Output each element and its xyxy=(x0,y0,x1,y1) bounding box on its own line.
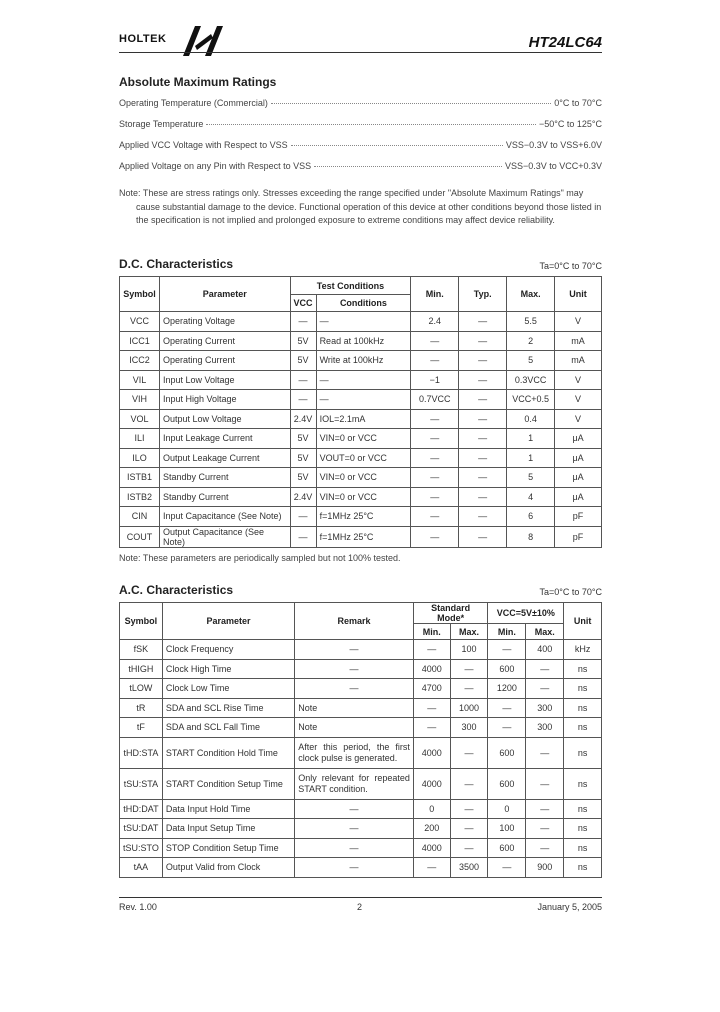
cell-std-min: 200 xyxy=(413,819,450,839)
cell-unit: ns xyxy=(564,718,602,738)
table-row xyxy=(120,659,602,679)
cell-parameter: Clock Low Time xyxy=(162,679,294,699)
cell-vcc5-min: 600 xyxy=(488,768,526,799)
cell-conditions: f=1MHz 25°C xyxy=(316,526,411,547)
part-number: HT24LC64 xyxy=(528,34,602,51)
cell-typ: — xyxy=(459,312,507,332)
cell-remark: — xyxy=(295,819,414,839)
cell-parameter: Standby Current xyxy=(159,487,290,507)
col-unit: Unit xyxy=(564,603,602,640)
cell-unit: μA xyxy=(555,468,602,488)
cell-symbol: ICC2 xyxy=(120,351,160,371)
cell-conditions: VIN=0 or VCC xyxy=(316,487,411,507)
cell-max: 8 xyxy=(507,526,555,547)
table-row xyxy=(120,351,602,371)
cell-remark: Note xyxy=(295,698,414,718)
cell-vcc: 5V xyxy=(290,468,316,488)
cell-parameter: Data Input Setup Time xyxy=(162,819,294,839)
footer-revision: Rev. 1.00 xyxy=(119,902,157,912)
cell-conditions: VOUT=0 or VCC xyxy=(316,448,411,468)
table-row xyxy=(120,312,602,332)
col-max: Max. xyxy=(526,624,564,640)
table-row xyxy=(120,737,602,768)
ac-table-body xyxy=(120,640,602,878)
cell-typ: — xyxy=(459,526,507,547)
cell-min: — xyxy=(411,409,459,429)
dc-table xyxy=(119,276,602,548)
cell-max: 5 xyxy=(507,468,555,488)
cell-parameter: Operating Voltage xyxy=(159,312,290,332)
footer-page-number: 2 xyxy=(357,902,363,912)
cell-min: — xyxy=(411,468,459,488)
cell-typ: — xyxy=(459,370,507,390)
cell-symbol: tHD:DAT xyxy=(120,799,163,819)
cell-unit: ns xyxy=(564,679,602,699)
col-symbol: Symbol xyxy=(120,277,160,312)
cell-typ: — xyxy=(459,448,507,468)
cell-std-min: — xyxy=(413,858,450,878)
cell-parameter: Clock High Time xyxy=(162,659,294,679)
table-row xyxy=(120,640,602,660)
cell-parameter: STOP Condition Setup Time xyxy=(162,838,294,858)
cell-std-min: 0 xyxy=(413,799,450,819)
cell-vcc: — xyxy=(290,507,316,527)
col-max: Max. xyxy=(450,624,488,640)
cell-vcc5-min: — xyxy=(488,858,526,878)
cell-typ: — xyxy=(459,468,507,488)
cell-min: — xyxy=(411,351,459,371)
cell-vcc5-max: — xyxy=(526,819,564,839)
cell-vcc: — xyxy=(290,370,316,390)
note-prefix: Note: xyxy=(119,188,143,198)
cell-min: — xyxy=(411,429,459,449)
cell-unit: μA xyxy=(555,448,602,468)
cell-typ: — xyxy=(459,351,507,371)
ac-table xyxy=(119,602,602,878)
cell-symbol: ISTB2 xyxy=(120,487,160,507)
cell-parameter: Output Leakage Current xyxy=(159,448,290,468)
ac-temp-condition: Ta=0°C to 70°C xyxy=(539,587,602,597)
table-row xyxy=(120,409,602,429)
note-rest: cause substantial damage to the device. Functional operation of this device at other conditions beyond those listed in the specification is not implied and prolonged exposure to extreme conditions may affect device reliability. xyxy=(136,201,602,226)
leader-dots xyxy=(271,103,551,104)
cell-max: 5 xyxy=(507,351,555,371)
cell-typ: — xyxy=(459,331,507,351)
cell-conditions: Write at 100kHz xyxy=(316,351,411,371)
cell-parameter: SDA and SCL Fall Time xyxy=(162,718,294,738)
cell-std-max: — xyxy=(450,679,488,699)
cell-parameter: Operating Current xyxy=(159,351,290,371)
table-row xyxy=(120,468,602,488)
cell-unit: V xyxy=(555,409,602,429)
col-min: Min. xyxy=(488,624,526,640)
cell-remark: After this period, the first clock pulse is generated. xyxy=(295,737,414,768)
cell-remark: — xyxy=(295,799,414,819)
table-row xyxy=(120,370,602,390)
cell-symbol: VIL xyxy=(120,370,160,390)
abs-max-row xyxy=(119,98,602,108)
logo-text: HOLTEK xyxy=(119,33,167,45)
cell-std-max: — xyxy=(450,659,488,679)
cell-unit: ns xyxy=(564,768,602,799)
abs-max-value: VSS−0.3V to VCC+0.3V xyxy=(504,161,602,171)
note-line1: These are stress ratings only. Stresses exceeding the range specified under "Absolute Maximum Ratings" may xyxy=(142,188,584,198)
table-row xyxy=(120,526,602,547)
cell-vcc: 5V xyxy=(290,429,316,449)
table-row xyxy=(120,487,602,507)
cell-parameter: Output Valid from Clock xyxy=(162,858,294,878)
cell-conditions: — xyxy=(316,370,411,390)
cell-std-min: — xyxy=(413,718,450,738)
cell-symbol: VOL xyxy=(120,409,160,429)
cell-std-min: 4000 xyxy=(413,659,450,679)
cell-parameter: START Condition Setup Time xyxy=(162,768,294,799)
cell-conditions: VIN=0 or VCC xyxy=(316,429,411,449)
table-row xyxy=(120,768,602,799)
cell-typ: — xyxy=(459,409,507,429)
cell-vcc5-min: — xyxy=(488,698,526,718)
abs-max-label: Storage Temperature xyxy=(119,119,204,129)
cell-unit: pF xyxy=(555,526,602,547)
table-row xyxy=(120,858,602,878)
cell-remark: Only relevant for repeated START condition. xyxy=(295,768,414,799)
cell-remark: — xyxy=(295,640,414,660)
cell-parameter: Operating Current xyxy=(159,331,290,351)
cell-vcc5-max: 900 xyxy=(526,858,564,878)
col-min: Min. xyxy=(413,624,450,640)
cell-parameter: Output Capacitance (See Note) xyxy=(159,526,290,547)
cell-unit: kHz xyxy=(564,640,602,660)
col-test-conditions: Test Conditions xyxy=(290,277,411,295)
cell-parameter: Input Capacitance (See Note) xyxy=(159,507,290,527)
cell-symbol: ISTB1 xyxy=(120,468,160,488)
cell-remark: — xyxy=(295,659,414,679)
table-row xyxy=(120,429,602,449)
cell-symbol: ILI xyxy=(120,429,160,449)
cell-max: 1 xyxy=(507,429,555,449)
cell-vcc5-min: 600 xyxy=(488,838,526,858)
cell-vcc5-max: — xyxy=(526,659,564,679)
cell-symbol: tLOW xyxy=(120,679,163,699)
cell-vcc5-min: — xyxy=(488,640,526,660)
cell-std-max: — xyxy=(450,799,488,819)
cell-vcc5-min: 1200 xyxy=(488,679,526,699)
cell-unit: ns xyxy=(564,838,602,858)
cell-remark: Note xyxy=(295,718,414,738)
cell-symbol: tHIGH xyxy=(120,659,163,679)
cell-min: 2.4 xyxy=(411,312,459,332)
abs-max-value: 0°C to 70°C xyxy=(554,98,602,108)
cell-std-max: — xyxy=(450,737,488,768)
cell-parameter: Data Input Hold Time xyxy=(162,799,294,819)
cell-max: 4 xyxy=(507,487,555,507)
table-row xyxy=(120,331,602,351)
cell-symbol: COUT xyxy=(120,526,160,547)
cell-vcc5-min: — xyxy=(488,718,526,738)
cell-conditions: IOL=2.1mA xyxy=(316,409,411,429)
cell-parameter: Input Leakage Current xyxy=(159,429,290,449)
abs-max-title: Absolute Maximum Ratings xyxy=(119,75,277,89)
cell-std-min: — xyxy=(413,640,450,660)
cell-min: — xyxy=(411,487,459,507)
cell-symbol: fSK xyxy=(120,640,163,660)
cell-max: VCC+0.5 xyxy=(507,390,555,410)
cell-std-min: 4000 xyxy=(413,838,450,858)
cell-std-max: 3500 xyxy=(450,858,488,878)
cell-vcc5-min: 600 xyxy=(488,659,526,679)
cell-std-min: — xyxy=(413,698,450,718)
cell-vcc: — xyxy=(290,390,316,410)
cell-vcc5-min: 600 xyxy=(488,737,526,768)
cell-vcc5-min: 100 xyxy=(488,819,526,839)
cell-vcc5-max: — xyxy=(526,799,564,819)
cell-std-max: 100 xyxy=(450,640,488,660)
cell-max: 5.5 xyxy=(507,312,555,332)
cell-unit: V xyxy=(555,312,602,332)
cell-symbol: tSU:STA xyxy=(120,768,163,799)
cell-parameter: Input High Voltage xyxy=(159,390,290,410)
cell-remark: — xyxy=(295,679,414,699)
cell-symbol: tF xyxy=(120,718,163,738)
cell-symbol: tSU:DAT xyxy=(120,819,163,839)
header-rule xyxy=(119,52,602,53)
cell-min: — xyxy=(411,331,459,351)
col-max: Max. xyxy=(507,277,555,312)
cell-vcc: — xyxy=(290,312,316,332)
col-parameter: Parameter xyxy=(162,603,294,640)
cell-symbol: CIN xyxy=(120,507,160,527)
cell-parameter: Output Low Voltage xyxy=(159,409,290,429)
col-parameter: Parameter xyxy=(159,277,290,312)
cell-min: — xyxy=(411,526,459,547)
cell-unit: ns xyxy=(564,819,602,839)
abs-max-row xyxy=(119,161,602,171)
cell-max: 0.4 xyxy=(507,409,555,429)
leader-dots xyxy=(291,145,503,146)
cell-std-min: 4700 xyxy=(413,679,450,699)
cell-vcc: 2.4V xyxy=(290,409,316,429)
col-min: Min. xyxy=(411,277,459,312)
cell-symbol: ILO xyxy=(120,448,160,468)
table-row xyxy=(120,799,602,819)
cell-vcc5-max: — xyxy=(526,679,564,699)
cell-max: 2 xyxy=(507,331,555,351)
abs-max-label: Applied Voltage on any Pin with Respect to VSS xyxy=(119,161,312,171)
cell-unit: mA xyxy=(555,351,602,371)
cell-symbol: tHD:STA xyxy=(120,737,163,768)
cell-std-min: 4000 xyxy=(413,737,450,768)
cell-remark: — xyxy=(295,858,414,878)
dc-note: Note: These parameters are periodically sampled but not 100% tested. xyxy=(119,553,401,563)
cell-vcc: — xyxy=(290,526,316,547)
cell-parameter: START Condition Hold Time xyxy=(162,737,294,768)
cell-typ: — xyxy=(459,390,507,410)
cell-max: 6 xyxy=(507,507,555,527)
cell-unit: ns xyxy=(564,659,602,679)
table-row xyxy=(120,390,602,410)
col-conditions: Conditions xyxy=(316,295,411,312)
cell-min: — xyxy=(411,507,459,527)
cell-vcc5-max: — xyxy=(526,768,564,799)
cell-vcc: 2.4V xyxy=(290,487,316,507)
table-row xyxy=(120,718,602,738)
cell-conditions: f=1MHz 25°C xyxy=(316,507,411,527)
cell-unit: ns xyxy=(564,737,602,768)
cell-max: 0.3VCC xyxy=(507,370,555,390)
cell-parameter: Clock Frequency xyxy=(162,640,294,660)
cell-vcc5-max: 400 xyxy=(526,640,564,660)
table-row xyxy=(120,698,602,718)
cell-unit: V xyxy=(555,370,602,390)
abs-max-label: Applied VCC Voltage with Respect to VSS xyxy=(119,140,288,150)
cell-unit: mA xyxy=(555,331,602,351)
cell-typ: — xyxy=(459,429,507,449)
cell-min: — xyxy=(411,448,459,468)
footer-date: January 5, 2005 xyxy=(537,902,602,912)
cell-symbol: tSU:STO xyxy=(120,838,163,858)
cell-unit: μA xyxy=(555,429,602,449)
cell-conditions: — xyxy=(316,312,411,332)
dc-table-body xyxy=(120,312,602,548)
cell-vcc5-min: 0 xyxy=(488,799,526,819)
footer-rule xyxy=(119,897,602,898)
col-unit: Unit xyxy=(555,277,602,312)
cell-std-min: 4000 xyxy=(413,768,450,799)
cell-vcc: 5V xyxy=(290,351,316,371)
cell-vcc: 5V xyxy=(290,448,316,468)
cell-typ: — xyxy=(459,507,507,527)
ac-title: A.C. Characteristics xyxy=(119,583,234,597)
cell-remark: — xyxy=(295,838,414,858)
leader-dots xyxy=(314,166,502,167)
cell-symbol: VCC xyxy=(120,312,160,332)
table-row xyxy=(120,448,602,468)
cell-vcc5-max: 300 xyxy=(526,718,564,738)
cell-std-max: — xyxy=(450,838,488,858)
dc-title: D.C. Characteristics xyxy=(119,257,234,271)
cell-parameter: SDA and SCL Rise Time xyxy=(162,698,294,718)
abs-max-value: VSS−0.3V to VSS+6.0V xyxy=(505,140,602,150)
cell-unit: ns xyxy=(564,858,602,878)
cell-unit: ns xyxy=(564,698,602,718)
cell-symbol: tR xyxy=(120,698,163,718)
holtek-logo xyxy=(119,20,229,60)
cell-std-max: — xyxy=(450,768,488,799)
col-vcc: VCC xyxy=(290,295,316,312)
cell-vcc5-max: 300 xyxy=(526,698,564,718)
col-vcc-5v: VCC=5V±10% xyxy=(488,603,564,624)
cell-parameter: Input Low Voltage xyxy=(159,370,290,390)
dc-temp-condition: Ta=0°C to 70°C xyxy=(539,261,602,271)
cell-vcc: 5V xyxy=(290,331,316,351)
cell-unit: V xyxy=(555,390,602,410)
abs-max-value: −50°C to 125°C xyxy=(539,119,602,129)
cell-std-max: — xyxy=(450,819,488,839)
cell-conditions: VIN=0 or VCC xyxy=(316,468,411,488)
table-row xyxy=(120,819,602,839)
cell-min: 0.7VCC xyxy=(411,390,459,410)
cell-vcc5-max: — xyxy=(526,838,564,858)
leader-dots xyxy=(206,124,536,125)
cell-vcc5-max: — xyxy=(526,737,564,768)
col-remark: Remark xyxy=(295,603,414,640)
cell-unit: ns xyxy=(564,799,602,819)
abs-max-label: Operating Temperature (Commercial) xyxy=(119,98,268,108)
cell-typ: — xyxy=(459,487,507,507)
abs-max-note xyxy=(119,187,604,228)
col-typ: Typ. xyxy=(459,277,507,312)
cell-conditions: — xyxy=(316,390,411,410)
cell-symbol: tAA xyxy=(120,858,163,878)
col-symbol: Symbol xyxy=(120,603,163,640)
table-row xyxy=(120,679,602,699)
cell-parameter: Standby Current xyxy=(159,468,290,488)
cell-std-max: 300 xyxy=(450,718,488,738)
abs-max-row xyxy=(119,140,602,150)
cell-conditions: Read at 100kHz xyxy=(316,331,411,351)
cell-min: −1 xyxy=(411,370,459,390)
cell-unit: pF xyxy=(555,507,602,527)
table-row xyxy=(120,507,602,527)
cell-std-max: 1000 xyxy=(450,698,488,718)
cell-max: 1 xyxy=(507,448,555,468)
abs-max-row xyxy=(119,119,602,129)
cell-unit: μA xyxy=(555,487,602,507)
col-standard-mode: Standard Mode* xyxy=(413,603,488,624)
cell-symbol: ICC1 xyxy=(120,331,160,351)
cell-symbol: VIH xyxy=(120,390,160,410)
table-row xyxy=(120,838,602,858)
